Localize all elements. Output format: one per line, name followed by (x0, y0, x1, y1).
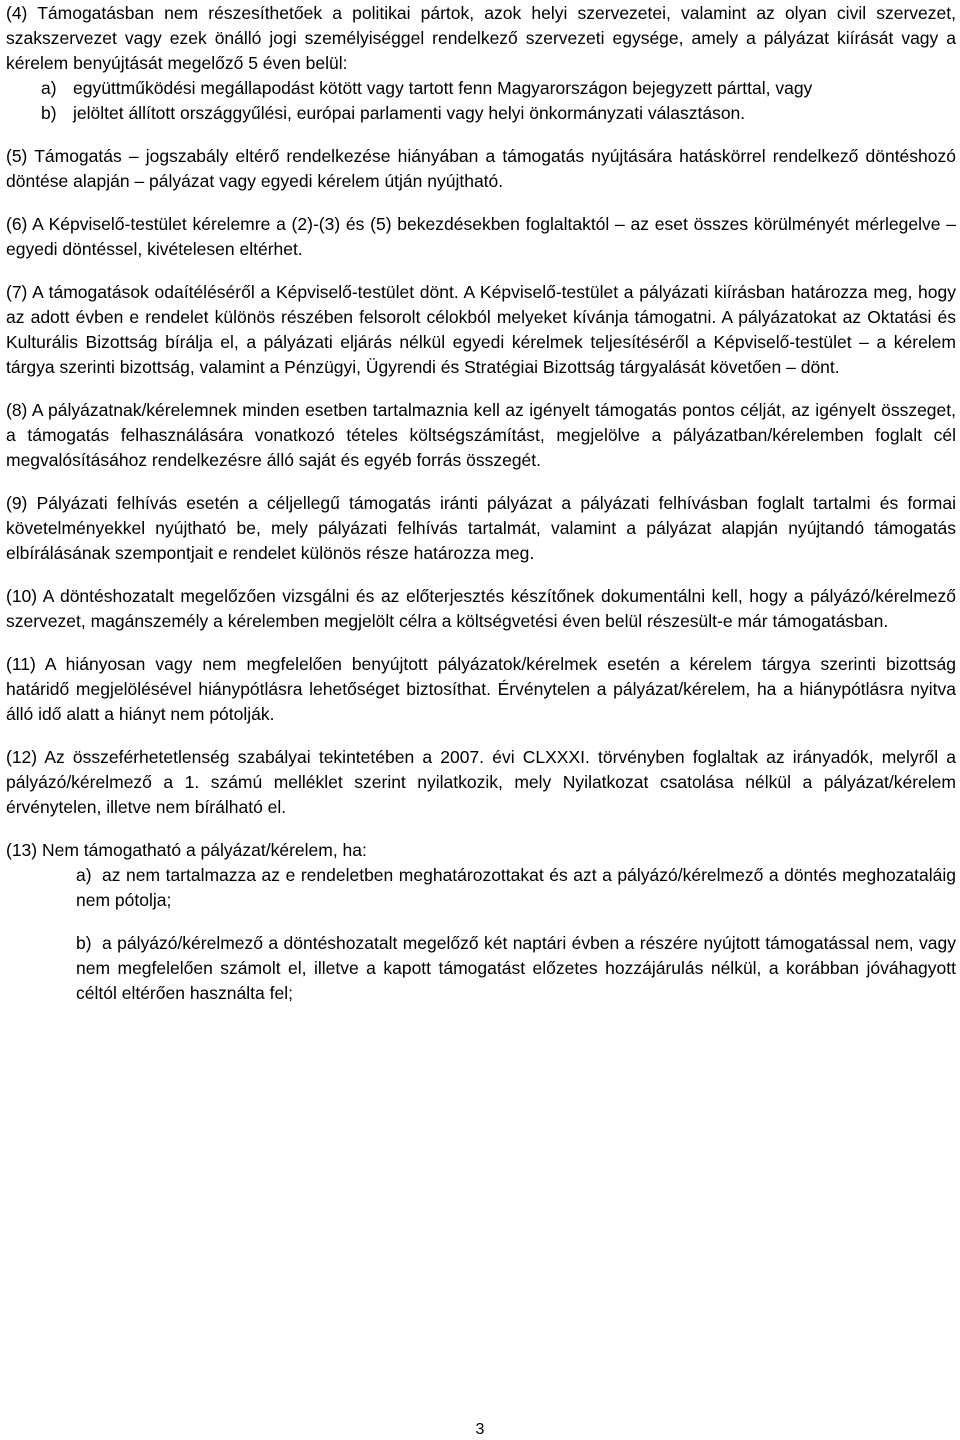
paragraph-10: (10) A döntéshozatalt megelőzően vizsgálni és az előterjesztés készítőnek dokumentálni kell, hogy a pályázó/kérelmező szervezet, magánszemély a kérelemben megjelölt célra a költségvetési éven belül részesült-e már támogatásban. (6, 586, 956, 631)
paragraph-12: (12) Az összeférhetetlenség szabályai tekintetében a 2007. évi CLXXXI. törvényben foglaltak az irányadók, melyről a pályázó/kérelmező a 1. számú melléklet szerint nyilatkozik, mely Nyilatkozat csatolása nélkül a pályázat/kérelem érvénytelen, illetve nem bírálható el. (6, 747, 956, 817)
paragraph-4-item-b (41, 101, 956, 126)
paragraph-13-list (6, 863, 956, 1006)
paragraph-4: (4) Támogatásban nem részesíthetőek a politikai pártok, azok helyi szervezetei, valamint az olyan civil szervezet, szakszervezet vagy ezek önálló jogi személyiséggel rendelkező szervezeti egysége, amely a pályázat kiírását vagy a kérelem benyújtását megelőző 5 éven belül: (6, 3, 956, 73)
item-label: b) (41, 103, 57, 123)
paragraph-4-list (6, 76, 956, 126)
item-text: együttműködési megállapodást kötött vagy tartott fenn Magyarországon bejegyzett párttal, vagy (73, 78, 813, 98)
item-label: a) (76, 865, 92, 885)
paragraph-13: (13) Nem támogatható a pályázat/kérelem, ha: (6, 840, 367, 860)
item-text: az nem tartalmazza az e rendeletben meghatározottakat és azt a pályázó/kérelmező a döntés meghozataláig nem pótolja; (76, 865, 956, 910)
document-page (6, 1, 956, 1006)
paragraph-7: (7) A támogatások odaítéléséről a Képviselő-testület dönt. A Képviselő-testület a pályázati kiírásban határozza meg, hogy az adott évben e rendelet különös részében felsorolt célokból melyeket kívánja támogatni. A pályázatokat az Oktatási és Kulturális Bizottság bírálja el, a pályázati eljárás nélkül egyedi kérelmek teljesítéséről a Képviselő-testület – a kérelem tárgya szerinti bizottság, valamint a Pénzügyi, Ügyrendi és Stratégiai Bizottság tárgyalását követően – dönt. (6, 282, 956, 377)
paragraph-13-item-a (76, 863, 956, 913)
item-text: jelöltet állított országgyűlési, európai parlamenti vagy helyi önkormányzati választáson. (73, 103, 746, 123)
paragraph-9: (9) Pályázati felhívás esetén a céljellegű támogatás iránti pályázat a pályázati felhívásban foglalt tartalmi és formai követelményekkel nyújtható be, mely pályázati felhívás tartalmát, valamint a pályázat alapján nyújtandó támogatás elbírálásának szempontjait e rendelet különös része határozza meg. (6, 493, 956, 563)
paragraph-4-item-a (41, 76, 956, 101)
paragraph-6: (6) A Képviselő-testület kérelemre a (2)-(3) és (5) bekezdésekben foglaltaktól – az eset összes körülményét mérlegelve – egyedi döntéssel, kivételesen eltérhet. (6, 214, 956, 259)
paragraph-5: (5) Támogatás – jogszabály eltérő rendelkezése hiányában a támogatás nyújtására hatáskörrel rendelkező döntéshozó döntése alapján – pályázat vagy egyedi kérelem útján nyújtható. (6, 146, 956, 191)
item-label: a) (41, 78, 57, 98)
item-text: a pályázó/kérelmező a döntéshozatalt megelőző két naptári évben a részére nyújtott támogatással nem, vagy nem megfelelően számolt el, illetve a kapott támogatást előzetes hozzájárulás nélkül, a korábban jóváhagyott céltól eltérően használta fel; (76, 933, 956, 1003)
paragraph-11: (11) A hiányosan vagy nem megfelelően benyújtott pályázatok/kérelmek esetén a kérelem tárgya szerinti bizottság határidő megjelölésével hiánypótlásra lehetőséget biztosíthat. Érvénytelen a pályázat/kérelem, ha a hiánypótlásra nyitva álló idő alatt a hiányt nem pótolják. (6, 654, 956, 724)
paragraph-13-item-b (76, 931, 956, 1006)
page-number: 3 (475, 1421, 485, 1438)
item-label: b) (76, 933, 92, 953)
paragraph-8: (8) A pályázatnak/kérelemnek minden esetben tartalmaznia kell az igényelt támogatás pontos célját, az igényelt összeget, a támogatás felhasználására vonatkozó tételes költségszámítást, megjelölve a pályázatban/kérelemben foglalt cél megvalósításához rendelkezésre álló saját és egyéb forrás összegét. (6, 400, 956, 470)
